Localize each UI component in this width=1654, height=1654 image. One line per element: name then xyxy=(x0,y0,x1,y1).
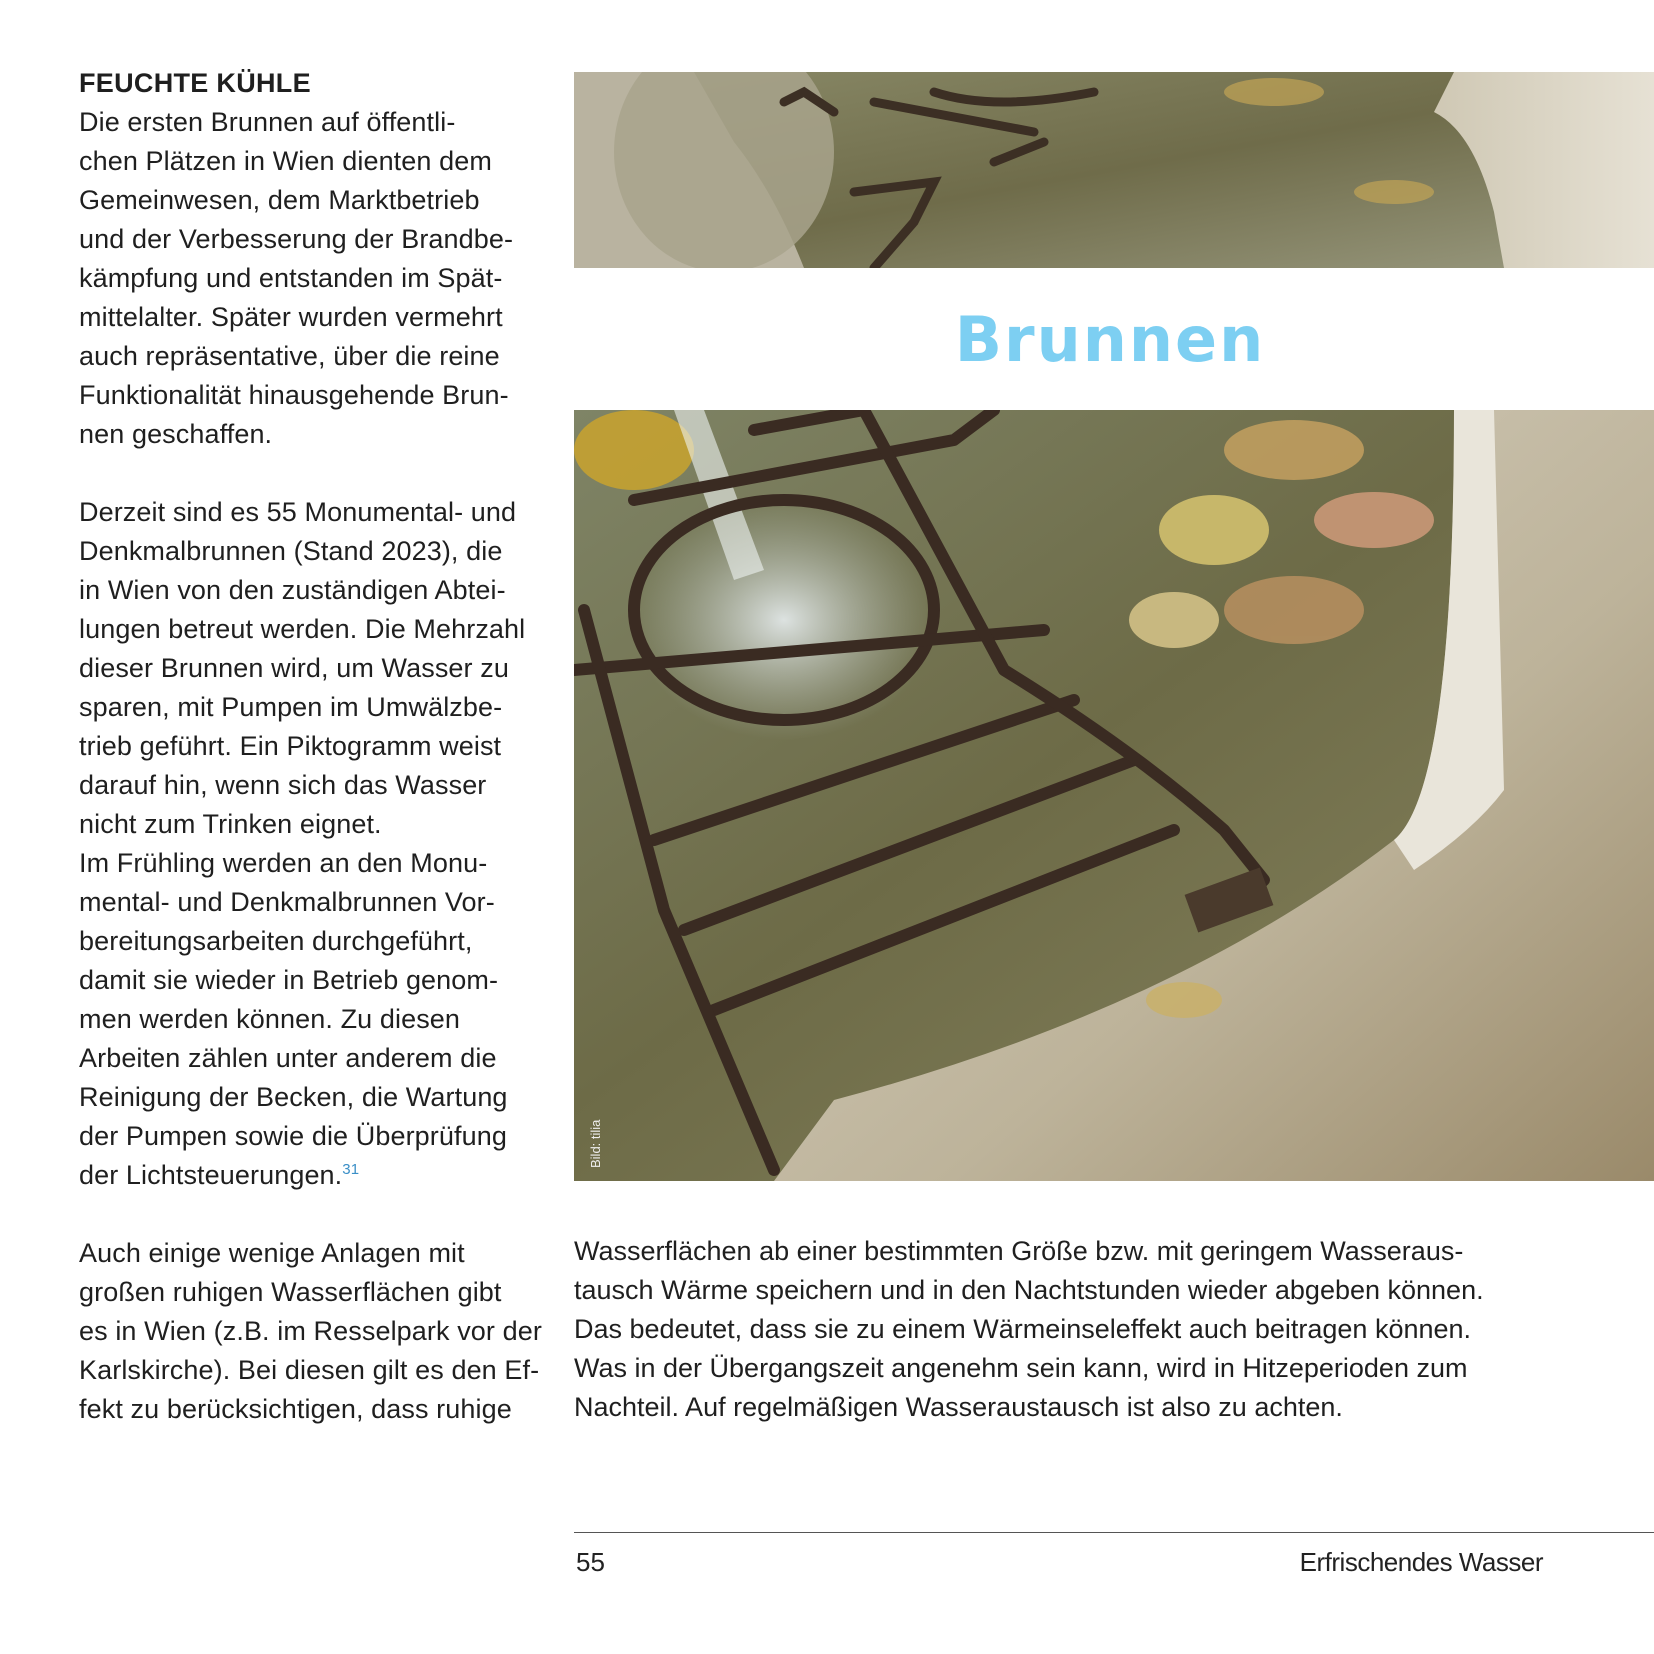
paragraph-monuments xyxy=(79,493,559,1195)
section-heading: FEUCHTE KÜHLE xyxy=(79,68,311,98)
photo-credit: Bild: tilia xyxy=(588,1119,603,1168)
footer-divider xyxy=(574,1532,1654,1533)
fountain-photo-main xyxy=(574,410,1654,1181)
chapter-title: Erfrischendes Wasser xyxy=(1299,1547,1543,1577)
paragraph-history: Die ersten Brunnen auf öffentli- chen Plätzen in Wien dienten dem Gemeinwesen, dem Marktbetrieb und der Verbesserung der Brandbe- kämpfung und entstanden im Spät- mittelalter. Später wurden vermehrt auch repräsentative, über die reine Funktionalität hinausgehende Brun- nen geschaffen. xyxy=(79,107,514,449)
left-column xyxy=(79,64,559,1429)
page-title: Brunnen xyxy=(954,303,1266,376)
paragraph-heat-storage: Wasserflächen ab einer bestimmten Größe bzw. mit geringem Wasseraus- tausch Wärme speichern und in den Nachtstunden wieder abgeben können. Das bedeutet, dass sie zu einem Wärmeinseleffekt auch beitragen können. Was in der Übergangszeit angenehm sein kann, wird in Hitzeperioden zum Nachteil. Auf regelmäßigen Wasseraustausch ist also zu achten. xyxy=(574,1236,1484,1422)
paragraph-still-water: Auch einige wenige Anlagen mit großen ruhigen Wasserflächen gibt es in Wien (z.B. im Resselpark vor der Karlskirche). Bei diesen gilt es den Ef- fekt zu berücksichtigen, dass ruhige xyxy=(79,1238,542,1424)
fountain-photo-top xyxy=(574,72,1654,268)
paragraph-monuments-text: Derzeit sind es 55 Monumental- und Denkmalbrunnen (Stand 2023), die in Wien von den zuständigen Abtei- lungen betreut werden. Die Mehrzahl dieser Brunnen wird, um Wasser zu sparen, mit Pumpen im Umwälzbe- trieb geführt. Ein Piktogramm weist darauf hin, wenn sich das Wasser nicht zum Trinken eignet. Im Frühling werden an den Monu- mental- und Denkmalbrunnen Vor- bereitungsarbeiten durchgeführt, damit sie wieder in Betrieb genom- men werden können. Zu diesen Arbeiten zählen unter anderem die Reinigung der Becken, die Wartung der Pumpen sowie die Überprüfung der Lichtsteuerungen. xyxy=(79,497,526,1190)
page-number: 55 xyxy=(576,1547,605,1577)
footnote-marker[interactable]: 31 xyxy=(342,1161,360,1178)
